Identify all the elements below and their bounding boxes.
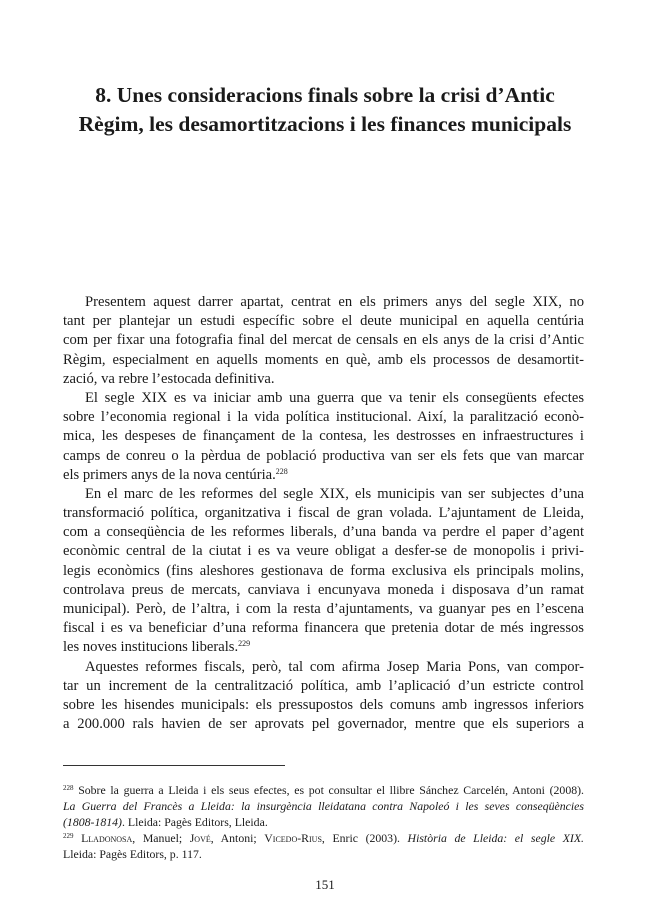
text-line-content: els primers anys de la nova centúria. (63, 466, 276, 483)
footnote-book-title: Història de Lleida: el segle XIX. (407, 831, 584, 845)
text-line: Règim, especialment en aquells moments en què, amb els processos de desamortit- (63, 351, 584, 368)
footnote-text: , Manuel; (132, 831, 190, 845)
footnote-ref-228[interactable]: 228 (275, 466, 288, 476)
footnote-text: Sobre la guerra a Lleida i els seus efectes, es pot consultar el llibre Sánchez Carcelén, Antoni (2008). (78, 783, 584, 797)
body-text (63, 293, 584, 734)
text-line: tant per plantejar un estudi específic sobre el deute municipal en aquella centúria (63, 313, 584, 330)
chapter-title-line-1: 8. Unes consideracions finals sobre la crisi d’Antic (95, 83, 555, 107)
footnote-divider (63, 765, 285, 766)
text-line: Aquestes reformes fiscals, però, tal com afirma Josep Maria Pons, van compor- (85, 658, 584, 675)
footnote-author: Lladonosa (81, 831, 133, 845)
footnote-229-line-1 (63, 830, 584, 846)
chapter-title (60, 81, 590, 139)
footnote-228-line-3 (63, 814, 584, 830)
text-line: camps de conreu o la pèrdua de població productiva van ser els fets que van marcar (63, 447, 584, 464)
footnote-228-line-1 (63, 782, 584, 798)
chapter-title-line-2: Règim, les desamortitzacions i les finances municipals (78, 112, 572, 136)
footnote-text: , Enric (2003). (321, 831, 408, 845)
footnote-number: 229 (63, 832, 74, 840)
text-line: legis econòmics (fins aleshores gestionava de forma exclusiva els principals molins, (63, 562, 584, 579)
text-line: mica, les despeses de finançament de la contesa, les destrosses en infraestructures i (63, 428, 584, 445)
footnote-ref-229[interactable]: 229 (238, 639, 251, 649)
text-line-content: les noves institucions liberals. (63, 639, 239, 656)
paragraph (63, 389, 584, 485)
text-line: com per fixar una fotografia final del mercat de censals en els anys de la crisi d’Antic (63, 332, 584, 349)
footnote-228-line-2 (63, 798, 584, 814)
text-line: sobre les hisendes municipals: els pressupostos dels comuns amb ingressos inferiors (63, 696, 584, 713)
footnote-author: Jové (189, 831, 211, 845)
text-line: zació, va rebre l’estocada definitiva. (63, 370, 275, 387)
footnote-text: , Antoni; (210, 831, 265, 845)
footnote-229-line-2: Lleida: Pagès Editors, p. 117. (63, 847, 202, 861)
text-line: El segle XIX es va iniciar amb una guerra que va tenir els consegüents efectes (85, 389, 584, 406)
text-line-with-note (63, 466, 584, 485)
text-line: econòmic central de la ciutat i es va veure obligat a desfer-se de monopolis i privi- (63, 543, 584, 560)
footnote-number: 228 (63, 784, 74, 792)
footnote-book-years: (1808-1814) (63, 815, 122, 829)
footnote-text: . Lleida: Pagès Editors, Lleida. (121, 815, 268, 829)
text-line: com a conseqüència de les reformes liberals, d’una banda va perdre el paper d’agent (63, 524, 584, 541)
footnotes (63, 782, 584, 862)
paragraph (63, 485, 584, 658)
text-line: tar un increment de la centralització política, amb l’aplicació d’un estricte control (63, 677, 584, 694)
page-number: 151 (315, 877, 335, 892)
text-line: controlava preus de mercats, canviava i encunyava moneda i disposava d’un ramat (63, 581, 584, 598)
text-line-with-note (63, 638, 584, 657)
text-line: municipal). Però, de l’altra, i com la resta d’ajuntaments, va guanyar pes en l’escena (63, 601, 584, 617)
text-line: Presentem aquest darrer apartat, centrat en els primers anys del segle XIX, no (85, 294, 584, 310)
footnote-book-title: La Guerra del Francès a Lleida: la insurgència lleidatana contra Napoleó i les seves conseqüències (63, 799, 584, 813)
text-line: a 200.000 rals havien de ser aprovats pel governador, mentre que els superiors a (63, 716, 584, 733)
paragraph (63, 293, 584, 389)
text-line: fiscal i es va beneficiar d’una reforma financera que pretenia dotar de més ingressos (63, 620, 584, 637)
footnote-author: Vicedo-Rius (264, 831, 322, 845)
text-line: En el marc de les reformes del segle XIX, els municipis van ser subjectes d’una (85, 485, 584, 502)
text-line: sobre l’economia regional i la vida política institucional. Així, la paralització econò- (63, 409, 584, 426)
text-line: transformació política, organitzativa i fiscal de gran volada. L’ajuntament de Lleida, (63, 505, 584, 522)
paragraph (63, 658, 584, 735)
